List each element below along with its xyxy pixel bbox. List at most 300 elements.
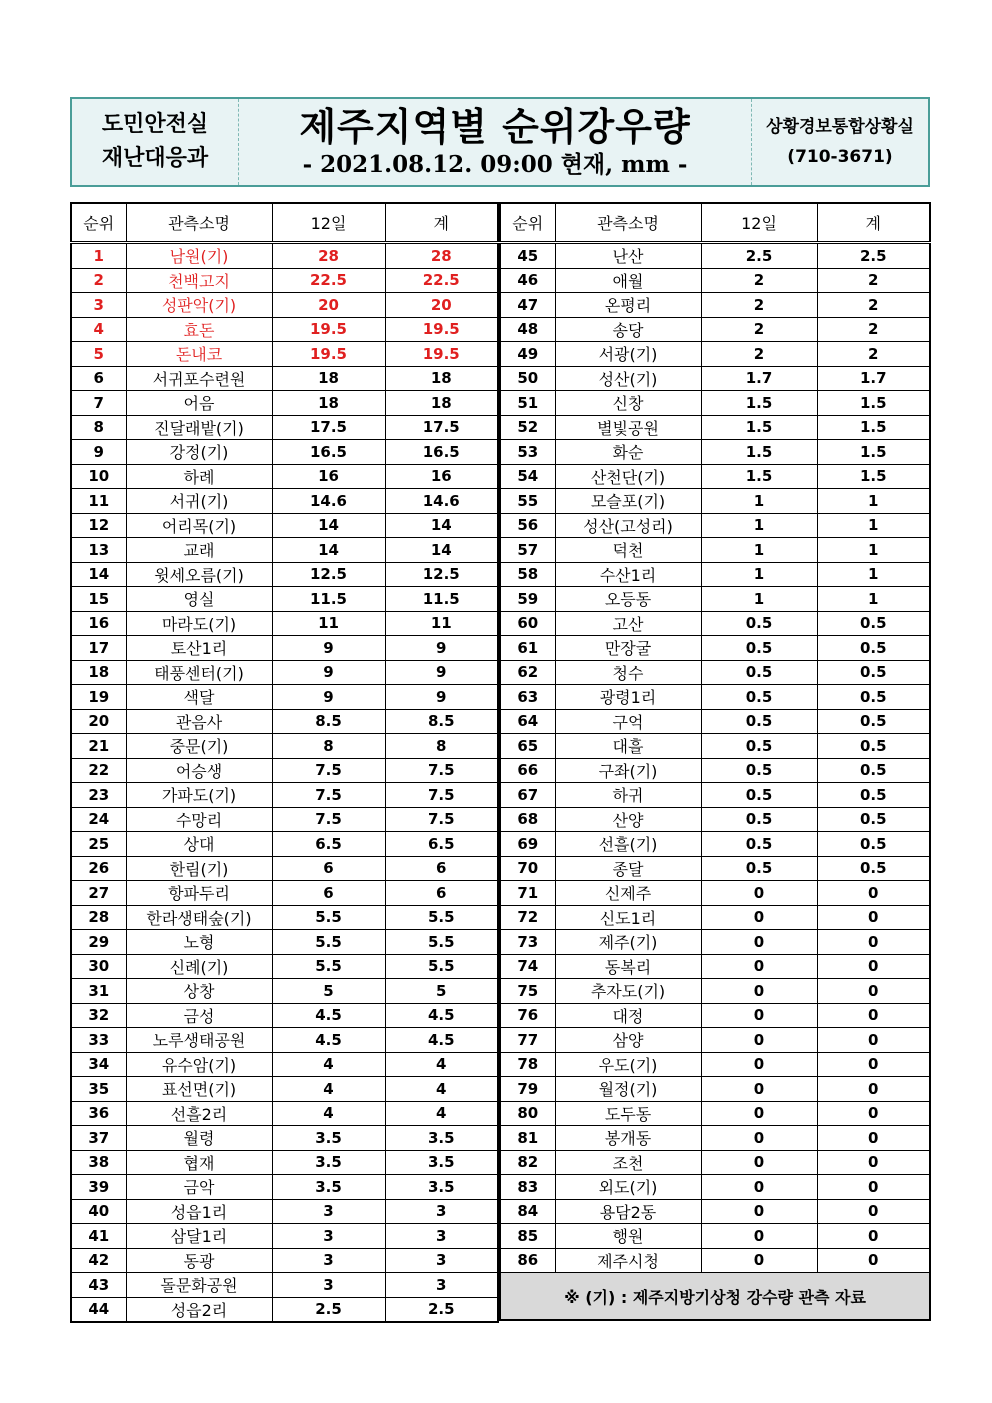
day-value-cell: 5 <box>272 979 385 1004</box>
rank-cell: 84 <box>500 1199 555 1224</box>
total-value-cell: 28 <box>385 243 498 269</box>
day-value-cell: 8.5 <box>272 709 385 734</box>
day-value-cell: 2 <box>701 293 817 318</box>
table-row <box>71 660 498 685</box>
rank-cell: 25 <box>71 832 126 857</box>
rank-cell: 7 <box>71 391 126 416</box>
station-cell: 제주(기) <box>555 930 701 955</box>
rank-cell: 9 <box>71 440 126 465</box>
table-row <box>500 856 930 881</box>
total-value-cell: 0 <box>817 1052 930 1077</box>
station-cell: 색달 <box>126 685 272 710</box>
table-row <box>71 293 498 318</box>
page-subtitle: - 2021.08.12. 09:00 현재, mm - <box>302 151 688 178</box>
station-cell: 상창 <box>126 979 272 1004</box>
day-value-cell: 0 <box>701 1003 817 1028</box>
table-row <box>71 1150 498 1175</box>
total-value-cell: 3.5 <box>385 1126 498 1151</box>
total-value-cell: 17.5 <box>385 415 498 440</box>
table-row <box>71 856 498 881</box>
total-value-cell: 9 <box>385 685 498 710</box>
rank-cell: 40 <box>71 1199 126 1224</box>
total-value-cell: 0.5 <box>817 807 930 832</box>
table-row <box>500 954 930 979</box>
day-value-cell: 0 <box>701 1175 817 1200</box>
total-value-cell: 0.5 <box>817 709 930 734</box>
table-row <box>71 562 498 587</box>
station-cell: 어리목(기) <box>126 513 272 538</box>
rank-cell: 64 <box>500 709 555 734</box>
total-value-cell: 3 <box>385 1273 498 1298</box>
rank-cell: 79 <box>500 1077 555 1102</box>
table-row <box>500 415 930 440</box>
rank-cell: 33 <box>71 1028 126 1053</box>
total-value-cell: 0.5 <box>817 832 930 857</box>
rank-cell: 72 <box>500 905 555 930</box>
total-value-cell: 0 <box>817 1224 930 1249</box>
day-value-cell: 3.5 <box>272 1150 385 1175</box>
station-cell: 항파두리 <box>126 881 272 906</box>
total-value-cell: 5.5 <box>385 905 498 930</box>
table-row <box>71 930 498 955</box>
rank-cell: 5 <box>71 342 126 367</box>
rank-cell: 56 <box>500 513 555 538</box>
station-cell: 제주시청 <box>555 1248 701 1273</box>
day-value-cell: 8 <box>272 734 385 759</box>
table-row <box>71 685 498 710</box>
table-row <box>71 611 498 636</box>
day-value-cell: 14.6 <box>272 489 385 514</box>
rank-cell: 61 <box>500 636 555 661</box>
rank-cell: 54 <box>500 464 555 489</box>
table-row <box>500 832 930 857</box>
day-value-cell: 3 <box>272 1273 385 1298</box>
note-row <box>500 1273 930 1321</box>
station-cell: 덕천 <box>555 538 701 563</box>
total-value-cell: 0 <box>817 881 930 906</box>
total-value-cell: 6 <box>385 881 498 906</box>
footnote: ※ (기) : 제주지방기상청 강수량 관측 자료 <box>500 1273 930 1321</box>
table-row <box>500 587 930 612</box>
station-cell: 효돈 <box>126 317 272 342</box>
rank-cell: 44 <box>71 1297 126 1322</box>
day-value-cell: 3 <box>272 1224 385 1249</box>
day-value-cell: 0 <box>701 979 817 1004</box>
total-value-cell: 4 <box>385 1101 498 1126</box>
day-value-cell: 11.5 <box>272 587 385 612</box>
day-value-cell: 0.5 <box>701 734 817 759</box>
total-value-cell: 0 <box>817 1101 930 1126</box>
day-value-cell: 0 <box>701 954 817 979</box>
rank-cell: 1 <box>71 243 126 269</box>
total-value-cell: 6 <box>385 856 498 881</box>
rank-cell: 53 <box>500 440 555 465</box>
station-cell: 성읍2리 <box>126 1297 272 1322</box>
table-row <box>500 611 930 636</box>
table-row <box>71 1273 498 1298</box>
station-cell: 구좌(기) <box>555 758 701 783</box>
rank-cell: 19 <box>71 685 126 710</box>
total-value-cell: 1 <box>817 562 930 587</box>
total-value-cell: 1.7 <box>817 366 930 391</box>
day-value-cell: 3 <box>272 1248 385 1273</box>
day-value-cell: 2.5 <box>272 1297 385 1322</box>
station-cell: 표선면(기) <box>126 1077 272 1102</box>
day-value-cell: 0.5 <box>701 636 817 661</box>
total-value-cell: 7.5 <box>385 783 498 808</box>
table-row <box>500 979 930 1004</box>
rank-cell: 85 <box>500 1224 555 1249</box>
station-cell: 강정(기) <box>126 440 272 465</box>
total-value-cell: 16 <box>385 464 498 489</box>
rank-cell: 10 <box>71 464 126 489</box>
table-header-row <box>500 203 930 243</box>
day-value-cell: 0.5 <box>701 611 817 636</box>
total-value-cell: 0 <box>817 905 930 930</box>
rank-cell: 17 <box>71 636 126 661</box>
station-cell: 토산1리 <box>126 636 272 661</box>
station-cell: 월령 <box>126 1126 272 1151</box>
rank-cell: 86 <box>500 1248 555 1273</box>
rank-cell: 70 <box>500 856 555 881</box>
total-value-cell: 1.5 <box>817 415 930 440</box>
table-row <box>500 538 930 563</box>
day-value-cell: 4 <box>272 1101 385 1126</box>
header-banner <box>70 97 930 187</box>
day-value-cell: 28 <box>272 243 385 269</box>
header-station: 관측소명 <box>555 203 701 243</box>
table-row <box>500 660 930 685</box>
day-value-cell: 6 <box>272 856 385 881</box>
office-phone: (710-3671) <box>787 147 893 167</box>
station-cell: 송당 <box>555 317 701 342</box>
table-row <box>500 1077 930 1102</box>
day-value-cell: 1.5 <box>701 464 817 489</box>
station-cell: 금악 <box>126 1175 272 1200</box>
rank-cell: 58 <box>500 562 555 587</box>
total-value-cell: 1 <box>817 538 930 563</box>
rank-cell: 39 <box>71 1175 126 1200</box>
day-value-cell: 7.5 <box>272 783 385 808</box>
day-value-cell: 2 <box>701 268 817 293</box>
total-value-cell: 0 <box>817 1150 930 1175</box>
table-row <box>500 562 930 587</box>
total-value-cell: 9 <box>385 636 498 661</box>
day-value-cell: 2 <box>701 342 817 367</box>
day-value-cell: 9 <box>272 636 385 661</box>
table-row <box>500 1003 930 1028</box>
day-value-cell: 0.5 <box>701 807 817 832</box>
station-cell: 별빛공원 <box>555 415 701 440</box>
rank-cell: 30 <box>71 954 126 979</box>
day-value-cell: 0.5 <box>701 709 817 734</box>
header-rank: 순위 <box>71 203 126 243</box>
day-value-cell: 0.5 <box>701 685 817 710</box>
station-cell: 대정 <box>555 1003 701 1028</box>
table-row <box>71 415 498 440</box>
day-value-cell: 6 <box>272 881 385 906</box>
table-row <box>500 685 930 710</box>
table-row <box>500 636 930 661</box>
total-value-cell: 0 <box>817 1077 930 1102</box>
total-value-cell: 8 <box>385 734 498 759</box>
rank-cell: 66 <box>500 758 555 783</box>
page-title: 제주지역별 순위강우량 <box>299 105 691 149</box>
total-value-cell: 1.5 <box>817 440 930 465</box>
station-cell: 남원(기) <box>126 243 272 269</box>
rank-cell: 11 <box>71 489 126 514</box>
table-row <box>500 930 930 955</box>
station-cell: 도두동 <box>555 1101 701 1126</box>
total-value-cell: 11.5 <box>385 587 498 612</box>
day-value-cell: 5.5 <box>272 930 385 955</box>
day-value-cell: 0.5 <box>701 856 817 881</box>
day-value-cell: 1.5 <box>701 391 817 416</box>
rank-cell: 49 <box>500 342 555 367</box>
table-row <box>500 1028 930 1053</box>
station-cell: 교래 <box>126 538 272 563</box>
day-value-cell: 1.5 <box>701 440 817 465</box>
total-value-cell: 7.5 <box>385 807 498 832</box>
rank-cell: 22 <box>71 758 126 783</box>
total-value-cell: 0 <box>817 979 930 1004</box>
total-value-cell: 0.5 <box>817 685 930 710</box>
table-header-row <box>71 203 498 243</box>
rank-cell: 77 <box>500 1028 555 1053</box>
station-cell: 선흘(기) <box>555 832 701 857</box>
day-value-cell: 20 <box>272 293 385 318</box>
total-value-cell: 0.5 <box>817 636 930 661</box>
day-value-cell: 0 <box>701 1248 817 1273</box>
table-row <box>71 783 498 808</box>
table-row <box>500 905 930 930</box>
rank-cell: 21 <box>71 734 126 759</box>
station-cell: 추자도(기) <box>555 979 701 1004</box>
table-row <box>71 489 498 514</box>
station-cell: 천백고지 <box>126 268 272 293</box>
total-value-cell: 1 <box>817 489 930 514</box>
total-value-cell: 2 <box>817 293 930 318</box>
rank-cell: 81 <box>500 1126 555 1151</box>
rank-cell: 12 <box>71 513 126 538</box>
total-value-cell: 0.5 <box>817 734 930 759</box>
total-value-cell: 0.5 <box>817 783 930 808</box>
total-value-cell: 14 <box>385 513 498 538</box>
rank-cell: 62 <box>500 660 555 685</box>
station-cell: 난산 <box>555 243 701 269</box>
table-row <box>500 1224 930 1249</box>
table-row <box>71 243 498 269</box>
station-cell: 협재 <box>126 1150 272 1175</box>
total-value-cell: 1.5 <box>817 464 930 489</box>
station-cell: 용담2동 <box>555 1199 701 1224</box>
table-row <box>500 1248 930 1273</box>
station-cell: 산천단(기) <box>555 464 701 489</box>
day-value-cell: 0 <box>701 1077 817 1102</box>
table-row <box>500 1175 930 1200</box>
station-cell: 성산(고성리) <box>555 513 701 538</box>
rank-cell: 60 <box>500 611 555 636</box>
rank-cell: 69 <box>500 832 555 857</box>
rank-cell: 24 <box>71 807 126 832</box>
table-row <box>500 342 930 367</box>
rank-cell: 6 <box>71 366 126 391</box>
total-value-cell: 0 <box>817 1126 930 1151</box>
station-cell: 유수암(기) <box>126 1052 272 1077</box>
station-cell: 서귀(기) <box>126 489 272 514</box>
day-value-cell: 18 <box>272 366 385 391</box>
rank-cell: 75 <box>500 979 555 1004</box>
table-row <box>71 832 498 857</box>
station-cell: 태풍센터(기) <box>126 660 272 685</box>
total-value-cell: 5 <box>385 979 498 1004</box>
rank-cell: 76 <box>500 1003 555 1028</box>
station-cell: 동광 <box>126 1248 272 1273</box>
table-row <box>71 587 498 612</box>
rank-cell: 47 <box>500 293 555 318</box>
total-value-cell: 3 <box>385 1224 498 1249</box>
day-value-cell: 3.5 <box>272 1126 385 1151</box>
table-row <box>71 1003 498 1028</box>
total-value-cell: 14.6 <box>385 489 498 514</box>
total-value-cell: 3 <box>385 1199 498 1224</box>
station-cell: 대흘 <box>555 734 701 759</box>
day-value-cell: 3 <box>272 1199 385 1224</box>
rank-cell: 78 <box>500 1052 555 1077</box>
rank-cell: 4 <box>71 317 126 342</box>
total-value-cell: 2.5 <box>385 1297 498 1322</box>
total-value-cell: 0 <box>817 1028 930 1053</box>
day-value-cell: 0 <box>701 905 817 930</box>
table-row <box>500 1052 930 1077</box>
total-value-cell: 19.5 <box>385 342 498 367</box>
day-value-cell: 0 <box>701 1150 817 1175</box>
day-value-cell: 0 <box>701 1052 817 1077</box>
rank-cell: 20 <box>71 709 126 734</box>
total-value-cell: 3 <box>385 1248 498 1273</box>
day-value-cell: 4 <box>272 1077 385 1102</box>
table-row <box>71 366 498 391</box>
day-value-cell: 5.5 <box>272 905 385 930</box>
station-cell: 청수 <box>555 660 701 685</box>
station-cell: 상대 <box>126 832 272 857</box>
total-value-cell: 18 <box>385 366 498 391</box>
total-value-cell: 0 <box>817 954 930 979</box>
station-cell: 화순 <box>555 440 701 465</box>
header-rank: 순위 <box>500 203 555 243</box>
station-cell: 광령1리 <box>555 685 701 710</box>
table-row <box>500 734 930 759</box>
table-row <box>71 1224 498 1249</box>
rank-cell: 36 <box>71 1101 126 1126</box>
station-cell: 성판악(기) <box>126 293 272 318</box>
station-cell: 신제주 <box>555 881 701 906</box>
day-value-cell: 1 <box>701 587 817 612</box>
station-cell: 한라생태숲(기) <box>126 905 272 930</box>
rank-cell: 74 <box>500 954 555 979</box>
rank-cell: 29 <box>71 930 126 955</box>
rank-cell: 23 <box>71 783 126 808</box>
station-cell: 고산 <box>555 611 701 636</box>
rank-cell: 63 <box>500 685 555 710</box>
table-row <box>71 1199 498 1224</box>
day-value-cell: 1 <box>701 489 817 514</box>
total-value-cell: 11 <box>385 611 498 636</box>
total-value-cell: 16.5 <box>385 440 498 465</box>
rank-cell: 67 <box>500 783 555 808</box>
station-cell: 종달 <box>555 856 701 881</box>
total-value-cell: 3.5 <box>385 1175 498 1200</box>
table-row <box>500 513 930 538</box>
station-cell: 마라도(기) <box>126 611 272 636</box>
total-value-cell: 0.5 <box>817 611 930 636</box>
station-cell: 노루생태공원 <box>126 1028 272 1053</box>
rank-cell: 52 <box>500 415 555 440</box>
day-value-cell: 0.5 <box>701 660 817 685</box>
table-row <box>500 1101 930 1126</box>
station-cell: 애월 <box>555 268 701 293</box>
table-row <box>71 979 498 1004</box>
total-value-cell: 5.5 <box>385 954 498 979</box>
rank-cell: 50 <box>500 366 555 391</box>
total-value-cell: 0 <box>817 1248 930 1273</box>
day-value-cell: 7.5 <box>272 807 385 832</box>
day-value-cell: 14 <box>272 513 385 538</box>
rank-cell: 42 <box>71 1248 126 1273</box>
table-row <box>71 1028 498 1053</box>
rank-cell: 71 <box>500 881 555 906</box>
rank-cell: 41 <box>71 1224 126 1249</box>
rank-cell: 14 <box>71 562 126 587</box>
rank-cell: 46 <box>500 268 555 293</box>
rank-cell: 26 <box>71 856 126 881</box>
table-row <box>500 391 930 416</box>
rank-cell: 2 <box>71 268 126 293</box>
table-row <box>71 317 498 342</box>
department-line2: 재난대응과 <box>101 146 209 171</box>
total-value-cell: 6.5 <box>385 832 498 857</box>
table-row <box>71 1297 498 1322</box>
table-row <box>71 1126 498 1151</box>
station-cell: 선흘2리 <box>126 1101 272 1126</box>
rank-cell: 43 <box>71 1273 126 1298</box>
station-cell: 동복리 <box>555 954 701 979</box>
station-cell: 만장굴 <box>555 636 701 661</box>
day-value-cell: 9 <box>272 685 385 710</box>
table-row <box>500 268 930 293</box>
rank-cell: 45 <box>500 243 555 269</box>
total-value-cell: 18 <box>385 391 498 416</box>
station-cell: 노형 <box>126 930 272 955</box>
table-row <box>500 489 930 514</box>
rank-cell: 28 <box>71 905 126 930</box>
day-value-cell: 11 <box>272 611 385 636</box>
day-value-cell: 1 <box>701 538 817 563</box>
day-value-cell: 0 <box>701 1101 817 1126</box>
table-row <box>71 758 498 783</box>
station-cell: 신도1리 <box>555 905 701 930</box>
total-value-cell: 4.5 <box>385 1003 498 1028</box>
station-cell: 삼달1리 <box>126 1224 272 1249</box>
rainfall-table-left <box>70 202 499 1323</box>
rank-cell: 16 <box>71 611 126 636</box>
station-cell: 금성 <box>126 1003 272 1028</box>
total-value-cell: 14 <box>385 538 498 563</box>
total-value-cell: 0.5 <box>817 660 930 685</box>
total-value-cell: 8.5 <box>385 709 498 734</box>
station-cell: 윗세오름(기) <box>126 562 272 587</box>
header-day: 12일 <box>272 203 385 243</box>
